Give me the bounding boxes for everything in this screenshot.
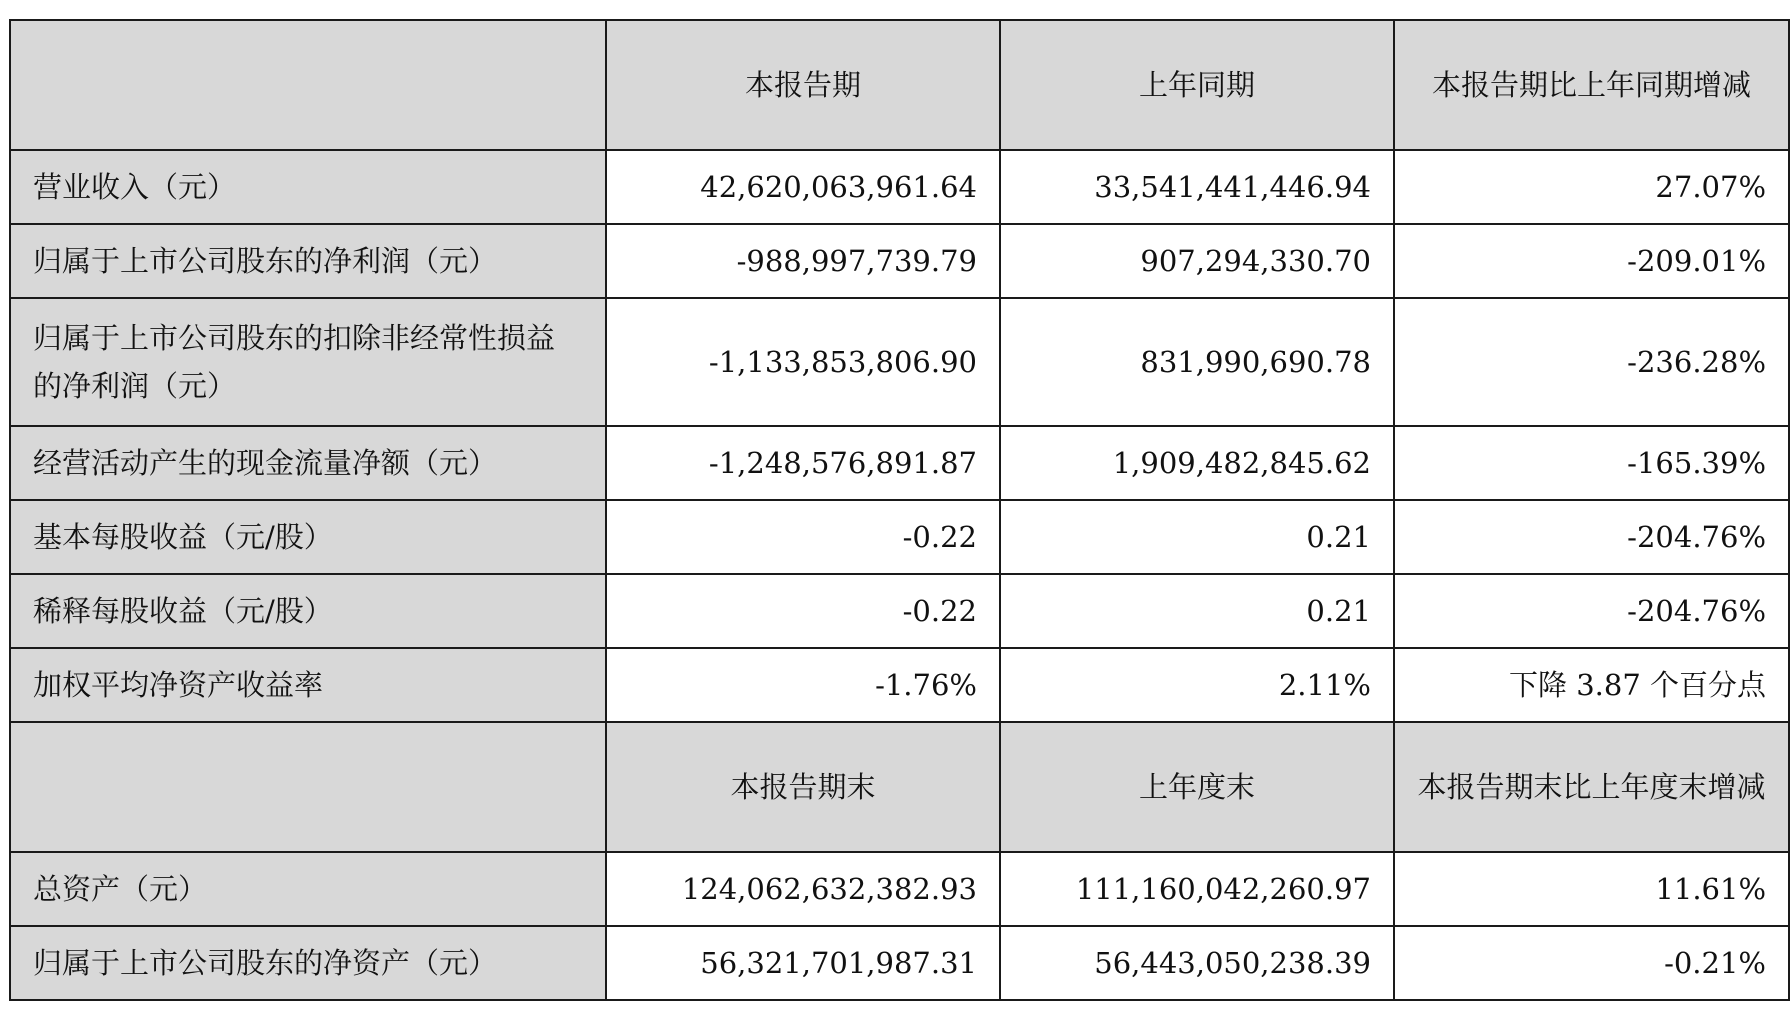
current-value: -0.22 <box>606 500 1000 574</box>
row-label: 总资产（元） <box>10 852 606 926</box>
prior-value: 2.11% <box>1000 648 1394 722</box>
prior-value: 907,294,330.70 <box>1000 224 1394 298</box>
header-current-period: 本报告期 <box>606 20 1000 150</box>
prior-value: 111,160,042,260.97 <box>1000 852 1394 926</box>
prior-value: 56,443,050,238.39 <box>1000 926 1394 1000</box>
table-row <box>10 574 1789 648</box>
header-row-period <box>10 20 1789 150</box>
change-value: -209.01% <box>1394 224 1789 298</box>
current-value: -0.22 <box>606 574 1000 648</box>
row-label: 营业收入（元） <box>10 150 606 224</box>
current-value: 42,620,063,961.64 <box>606 150 1000 224</box>
change-value: 27.07% <box>1394 150 1789 224</box>
prior-value: 0.21 <box>1000 500 1394 574</box>
header-blank-cell <box>10 20 606 150</box>
current-value: -1.76% <box>606 648 1000 722</box>
row-label: 归属于上市公司股东的扣除非经常性损益的净利润（元） <box>10 298 606 426</box>
header-prior-year-period: 上年同期 <box>1000 20 1394 150</box>
current-value: -1,248,576,891.87 <box>606 426 1000 500</box>
row-label: 稀释每股收益（元/股） <box>10 574 606 648</box>
table-row <box>10 648 1789 722</box>
header-row-period-end <box>10 722 1789 852</box>
prior-value: 831,990,690.78 <box>1000 298 1394 426</box>
current-value: -988,997,739.79 <box>606 224 1000 298</box>
change-value: -165.39% <box>1394 426 1789 500</box>
prior-value: 0.21 <box>1000 574 1394 648</box>
header-blank-cell <box>10 722 606 852</box>
row-label: 归属于上市公司股东的净利润（元） <box>10 224 606 298</box>
current-value: -1,133,853,806.90 <box>606 298 1000 426</box>
header-change-vs-prior-year: 本报告期比上年同期增减 <box>1394 20 1789 150</box>
financial-summary-table <box>9 19 1790 1001</box>
current-value: 124,062,632,382.93 <box>606 852 1000 926</box>
table-row <box>10 426 1789 500</box>
current-value: 56,321,701,987.31 <box>606 926 1000 1000</box>
header-change-vs-prior-year-end: 本报告期末比上年度末增减 <box>1394 722 1789 852</box>
row-label: 基本每股收益（元/股） <box>10 500 606 574</box>
change-value: -236.28% <box>1394 298 1789 426</box>
table-row <box>10 224 1789 298</box>
row-label: 归属于上市公司股东的净资产（元） <box>10 926 606 1000</box>
prior-value: 33,541,441,446.94 <box>1000 150 1394 224</box>
change-value: 下降 3.87 个百分点 <box>1394 648 1789 722</box>
row-label: 经营活动产生的现金流量净额（元） <box>10 426 606 500</box>
change-value: -204.76% <box>1394 574 1789 648</box>
table-row <box>10 298 1789 426</box>
table-row <box>10 926 1789 1000</box>
row-label: 加权平均净资产收益率 <box>10 648 606 722</box>
change-value: 11.61% <box>1394 852 1789 926</box>
header-prior-year-end: 上年度末 <box>1000 722 1394 852</box>
prior-value: 1,909,482,845.62 <box>1000 426 1394 500</box>
table-row <box>10 150 1789 224</box>
change-value: -204.76% <box>1394 500 1789 574</box>
header-current-period-end: 本报告期末 <box>606 722 1000 852</box>
change-value: -0.21% <box>1394 926 1789 1000</box>
table-row <box>10 852 1789 926</box>
table-row <box>10 500 1789 574</box>
